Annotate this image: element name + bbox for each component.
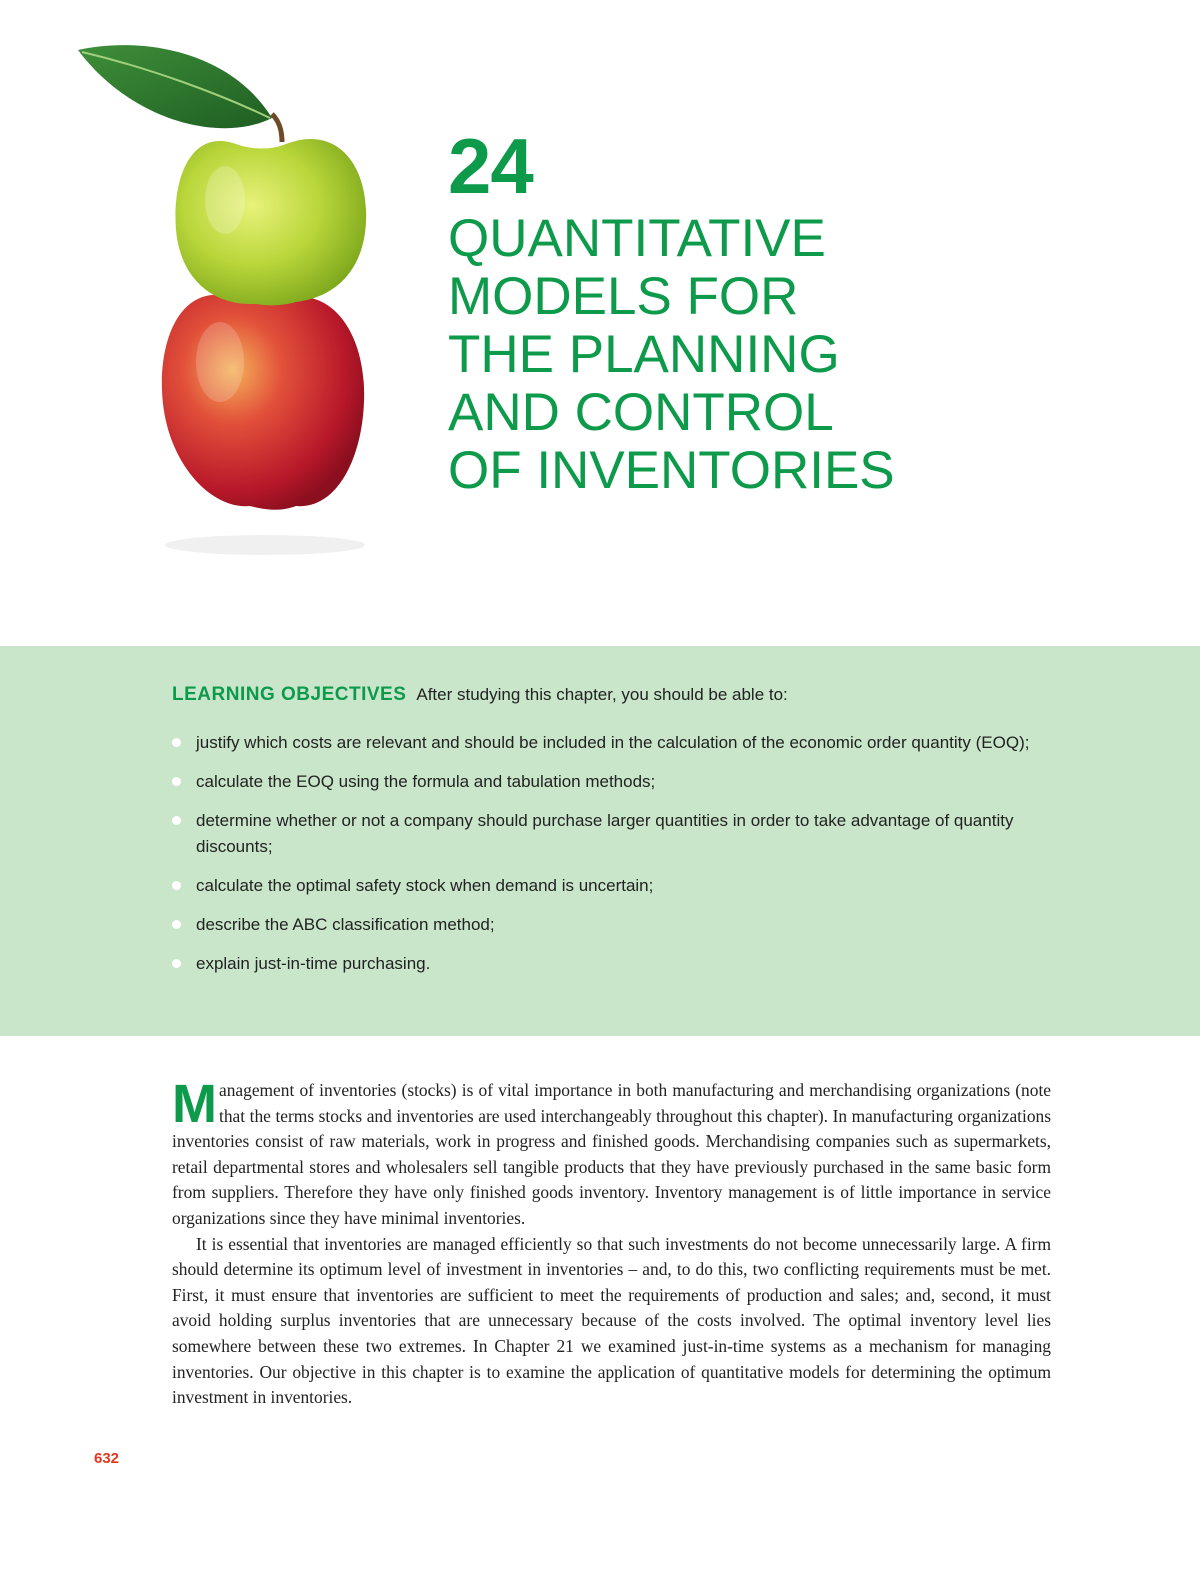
bullet-icon (172, 881, 181, 890)
bullet-icon (172, 738, 181, 747)
objective-item (172, 951, 1052, 977)
chapter-title-line: MODELS FOR (448, 267, 799, 326)
objective-text: justify which costs are relevant and should be included in the calculation of the economic order quantity (EOQ); (196, 733, 1030, 752)
chapter-title-line: AND CONTROL (448, 383, 834, 442)
chapter-title-line: THE PLANNING (448, 325, 840, 384)
drop-cap: M (172, 1074, 217, 1134)
objective-text: calculate the EOQ using the formula and tabulation methods; (196, 772, 656, 791)
objective-text: calculate the optimal safety stock when demand is uncertain; (196, 876, 654, 895)
objective-item (172, 912, 1052, 938)
chapter-title-line: QUANTITATIVE (448, 209, 826, 268)
chapter-title-line: OF INVENTORIES (448, 441, 895, 500)
chapter-number: 24 (448, 122, 533, 210)
stacked-apples-image (60, 40, 400, 560)
bullet-icon (172, 920, 181, 929)
learning-objectives-intro (172, 684, 788, 706)
bullet-icon (172, 777, 181, 786)
objective-item (172, 730, 1052, 756)
chapter-title (448, 210, 1008, 500)
learning-objectives-list (172, 730, 1052, 990)
chapter-introduction (172, 1074, 1051, 1411)
objective-item (172, 808, 1052, 860)
page-number: 632 (94, 1450, 120, 1467)
objective-item (172, 769, 1052, 795)
objective-item (172, 873, 1052, 899)
body-paragraph: It is essential that inventories are managed efficiently so that such investments do not become unnecessarily large. A firm should determine its optimum level of investment in inventories – and, to do this, two conflicting requirements must be met. First, it must ensure that inventories are sufficient to meet the requirements of production and sales; and, second, it must avoid holding surplus inventories that are unnecessary because of the costs involved. The optimal inventory level lies somewhere between these two extremes. In Chapter 21 we examined just-in-time systems as a mechanism for managing inventories. Our objective in this chapter is to examine the application of quantitative models for determining the optimum investment in inventories. (172, 1233, 1051, 1408)
learning-objectives-heading: LEARNING OBJECTIVES (172, 684, 407, 705)
bullet-icon (172, 959, 181, 968)
objective-text: determine whether or not a company should purchase larger quantities in order to take advantage of quantity discounts; (196, 811, 1014, 856)
objective-text: describe the ABC classification method; (196, 915, 495, 934)
objective-text: explain just-in-time purchasing. (196, 954, 431, 973)
learning-objectives-box (0, 646, 1200, 1036)
learning-objectives-lead: After studying this chapter, you should be able to: (416, 685, 788, 704)
body-paragraph (172, 1074, 1051, 1232)
bullet-icon (172, 816, 181, 825)
paragraph-text: anagement of inventories (stocks) is of vital importance in both manufacturing and merchandising organizations (note that the terms stocks and inventories are used interchangeably throughout this chapter). In manufacturing organizations inventories consist of raw materials, work in progress and finished goods. Merchandising companies such as supermarkets, retail departmental stores and wholesalers sell tangible products that they have previously purchased in the same basic form from suppliers. Therefore they have only finished goods inventory. Inventory management is of little importance in service organizations since they have minimal inventories. (172, 1080, 1051, 1228)
